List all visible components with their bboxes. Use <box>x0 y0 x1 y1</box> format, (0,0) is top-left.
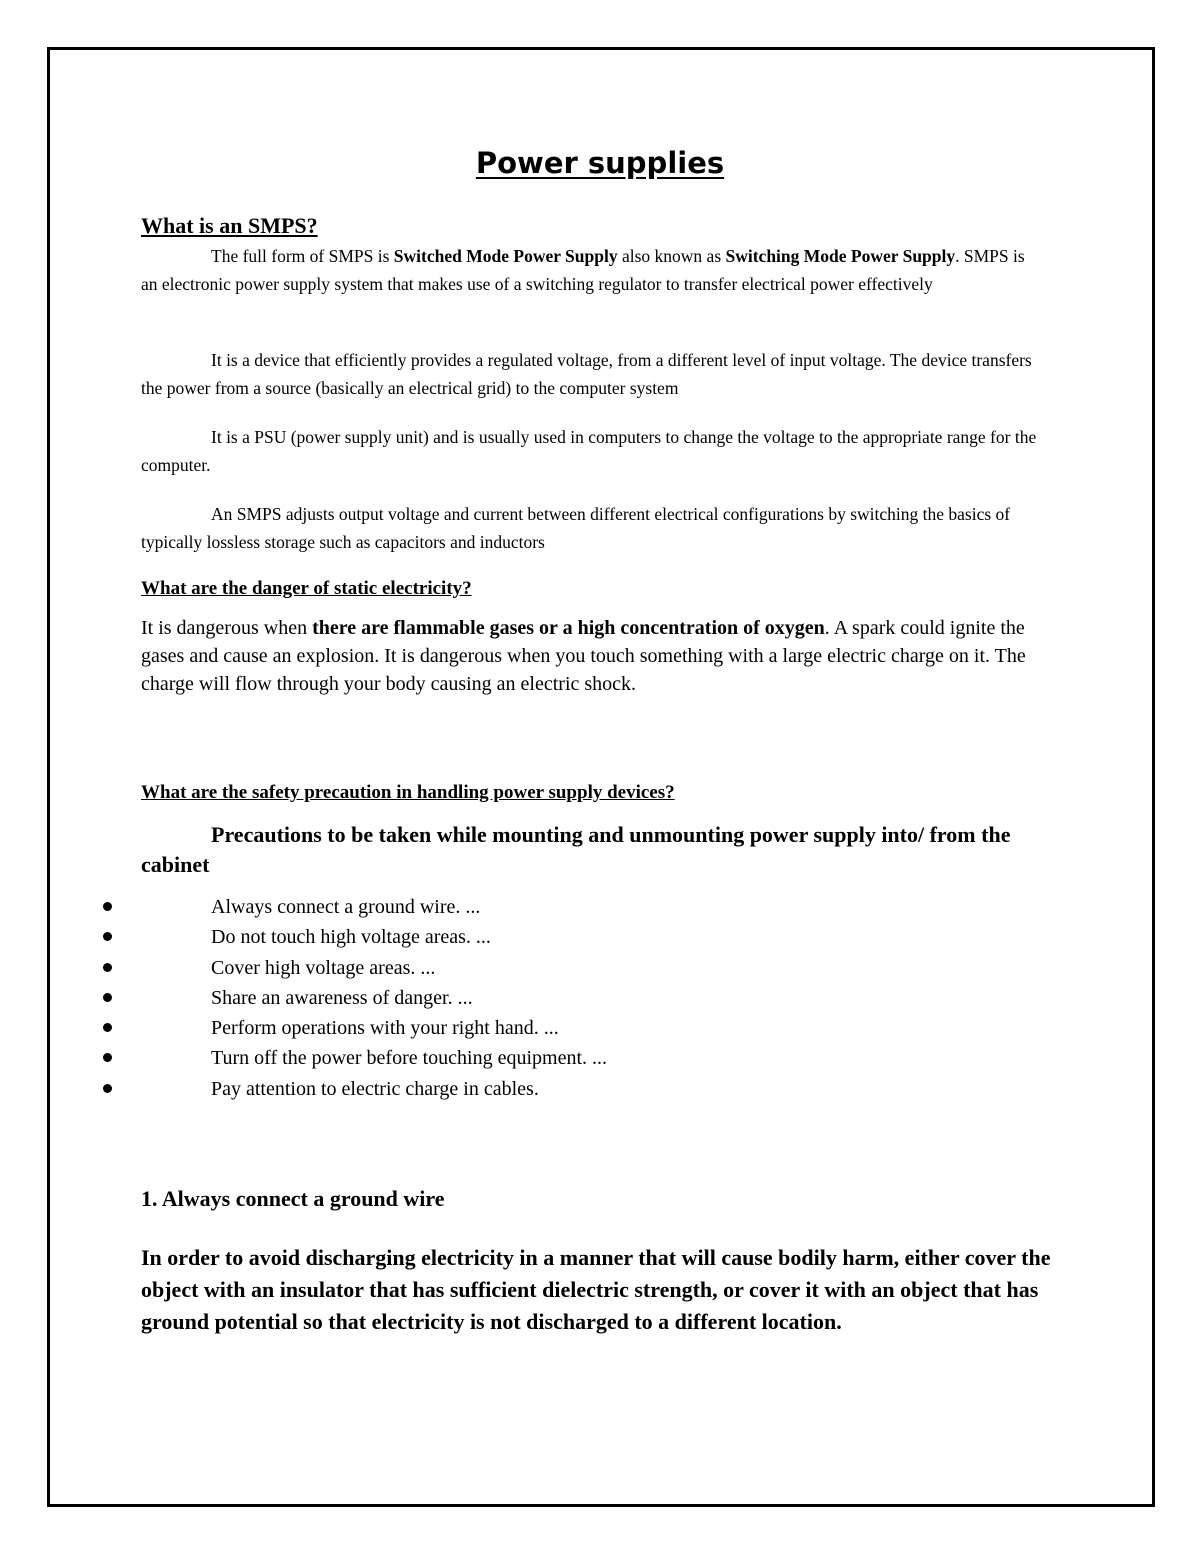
list-item <box>0 984 1100 1014</box>
smps-paragraph-4: An SMPS adjusts output voltage and current between different electrical configurations by switching the basics of typically lossless storage such as capacitors and inductors <box>141 504 1011 552</box>
static-heading: What are the danger of static electricity? <box>141 578 472 599</box>
list-item <box>0 923 1100 953</box>
precautions-subheading: Precautions to be taken while mounting and unmounting power supply into/ from the cabinet <box>141 822 1011 877</box>
safety-heading: What are the safety precaution in handling power supply devices? <box>141 782 675 803</box>
page-title: Power supplies <box>475 146 725 180</box>
ground-wire-paragraph: In order to avoid discharging electricity in a manner that will cause bodily harm, either cover the object with an insulator that has sufficient dielectric strength, or cover it with an object that has ground potential so that electricity is not discharged to a different location. <box>141 1245 1051 1334</box>
bullet-icon <box>103 963 112 972</box>
bullet-icon <box>103 1084 112 1093</box>
bullet-icon <box>103 993 112 1002</box>
bullet-icon <box>103 1053 112 1062</box>
static-text-2: . A spark could ignite the gases and cause an explosion. It is dangerous when you touch something with a large electric charge on it. The charge will flow through your body causing an electric shock. <box>141 617 1026 695</box>
smps-p1-text-1: The full form of SMPS is <box>211 246 394 266</box>
bullet-icon <box>103 1023 112 1032</box>
smps-paragraph-1 <box>141 242 1041 298</box>
list-item-text: Pay attention to electric charge in cables. <box>211 1077 539 1100</box>
smps-p1-bold-1: Switched Mode Power Supply <box>393 246 618 266</box>
static-bold-1: there are flammable gases or a high concentration of oxygen <box>312 617 825 639</box>
list-item <box>0 1075 1100 1105</box>
list-item-text: Always connect a ground wire. ... <box>211 896 481 918</box>
smps-p1-text-2: also known as <box>617 246 726 266</box>
bullet-icon <box>103 902 112 911</box>
list-item <box>0 954 1100 984</box>
static-text-1: It is dangerous when <box>141 617 313 639</box>
bullet-icon <box>103 932 112 941</box>
list-item <box>0 893 1100 923</box>
list-item-text: Perform operations with your right hand. ... <box>211 1017 559 1040</box>
list-item-text: Turn off the power before touching equipment. ... <box>211 1047 608 1070</box>
smps-heading: What is an SMPS? <box>141 213 318 238</box>
list-item <box>0 1044 1100 1074</box>
smps-paragraph-3: It is a PSU (power supply unit) and is usually used in computers to change the voltage to the appropriate range for the computer. <box>141 427 1037 475</box>
list-item-text: Share an awareness of danger. ... <box>211 986 473 1009</box>
smps-paragraph-2: It is a device that efficiently provides a regulated voltage, from a different level of input voltage. The device transfers the power from a source (basically an electrical grid) to the computer system <box>141 350 1032 398</box>
smps-p1-text-3: . SMPS is an electronic power supply system that makes use of a switching regulator to transfer electrical power effectively <box>141 246 1025 294</box>
static-paragraph <box>141 614 1061 698</box>
list-item-text: Cover high voltage areas. ... <box>211 956 436 979</box>
ground-wire-heading: 1. Always connect a ground wire <box>141 1186 445 1211</box>
list-item <box>0 1014 1100 1044</box>
list-item-text: Do not touch high voltage areas. ... <box>211 926 491 949</box>
precautions-list <box>0 893 1100 1105</box>
smps-p1-bold-2: Switching Mode Power Supply <box>725 246 956 266</box>
